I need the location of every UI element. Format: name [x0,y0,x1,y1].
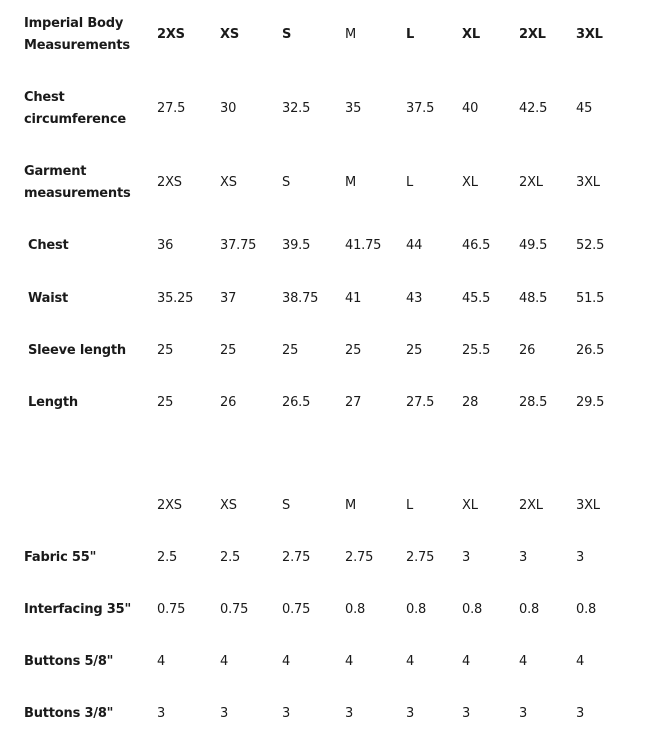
table-cell: 30 [220,101,237,116]
table-cell: 3 [519,706,528,721]
table-cell: 4 [519,654,528,669]
row-label: Interfacing 35" [24,602,132,617]
table-row [0,218,645,273]
table-cell: 25 [157,395,174,410]
table-cell: 28.5 [519,395,548,410]
row-label: Sleeve length [28,343,126,358]
table-cell: 27.5 [157,101,186,116]
table-cell: 2.5 [157,550,178,565]
table-cell: 0.75 [282,602,311,617]
table-header-row [0,0,645,70]
table-cell: 38.75 [282,291,319,306]
table-cell: 39.5 [282,237,311,253]
row-label: Garment measurements [24,164,131,201]
table-cell: 37.5 [406,101,435,116]
table-cell: 44 [406,237,423,253]
table-cell: 0.8 [462,602,483,617]
table-cell: 43 [406,291,423,306]
size-header: M [345,27,357,42]
table-header-row [0,480,645,532]
table-cell: 27 [345,395,362,410]
table-cell: 25 [157,343,174,358]
table-cell: 2.75 [282,550,311,565]
table-row [0,325,645,377]
row-label: Chest circumference [24,90,126,127]
table-row [0,70,645,148]
table-cell: 35.25 [157,291,194,306]
size-header: M [345,498,357,513]
size-header: 2XL [519,27,546,42]
table-cell: 26.5 [576,343,605,358]
size-header: L [406,27,415,42]
table-title: Imperial Body Measurements [24,16,130,53]
row-label: Length [28,395,78,410]
table-cell: 26 [519,343,536,358]
table-cell: 28 [462,395,479,410]
size-header: 2XL [519,498,543,513]
table-cell: 0.75 [220,602,249,617]
table-cell: 25 [220,343,237,358]
table-cell: 3 [576,706,585,721]
table-cell: 3 [519,550,528,565]
table-cell: 25 [345,343,362,358]
table-cell: L [406,175,414,190]
table-cell: 25 [282,343,299,358]
table-cell: 4 [576,654,585,669]
table-cell: 25 [406,343,423,358]
table-cell: 49.5 [519,237,548,253]
row-label: Waist [28,291,69,306]
table-cell: 37 [220,291,237,306]
table-cell: 45.5 [462,291,491,306]
size-header: L [406,498,414,513]
table-cell: 2XL [519,175,543,190]
table-cell: 0.75 [157,602,186,617]
table-cell: 4 [345,654,354,669]
table-cell: 3 [282,706,291,721]
table-cell: XS [220,175,237,190]
table-cell: 3 [220,706,229,721]
table-cell: 42.5 [519,101,548,116]
size-header: XS [220,27,239,42]
size-header: 3XL [576,27,603,42]
size-header: 2XS [157,27,185,42]
table-cell: 32.5 [282,101,311,116]
row-label: Fabric 55" [24,550,97,565]
table-cell: 51.5 [576,291,605,306]
table-cell: 4 [406,654,415,669]
row-label: Buttons 5/8" [24,654,114,669]
size-header: 2XS [157,498,182,513]
table-cell: 0.8 [519,602,540,617]
table-row [0,148,645,218]
table-cell: 0.8 [345,602,366,617]
table-row [0,688,645,740]
row-label: Chest [28,237,69,253]
table-cell: 3 [345,706,354,721]
table-cell: 2XS [157,175,182,190]
table-cell: 29.5 [576,395,605,410]
table-cell: 40 [462,101,479,116]
table-cell: 3 [406,706,415,721]
size-header: XL [462,27,480,42]
size-header: S [282,498,291,513]
table-row [0,377,645,429]
row-label: Buttons 3/8" [24,706,114,721]
table-cell: 3 [462,706,471,721]
size-header: XL [462,498,478,513]
table-cell: 26 [220,395,237,410]
table-cell: 0.8 [576,602,597,617]
table-cell: 0.8 [406,602,427,617]
table-cell: 3 [462,550,471,565]
table-cell: 2.5 [220,550,241,565]
table-cell: 36 [157,237,174,253]
table-row [0,584,645,636]
table-cell: 35 [345,101,362,116]
table-cell: XL [462,175,478,190]
table-cell: 4 [462,654,471,669]
table-row [0,273,645,325]
table-row [0,532,645,584]
table-cell: S [282,175,291,190]
table-cell: 3XL [576,175,600,190]
size-header: S [282,27,292,42]
table-cell: 2.75 [406,550,435,565]
size-header: XS [220,498,237,513]
table-cell: 27.5 [406,395,435,410]
table-cell: 4 [157,654,166,669]
table-cell: M [345,175,357,190]
table-cell: 25.5 [462,343,491,358]
table-cell: 4 [220,654,229,669]
table-cell: 45 [576,101,593,116]
table-cell: 52.5 [576,237,605,253]
table-cell: 3 [157,706,166,721]
table-cell: 41 [345,291,362,306]
materials-table [0,480,645,740]
table-cell: 48.5 [519,291,548,306]
table-cell: 2.75 [345,550,374,565]
table-cell: 3 [576,550,585,565]
table-cell: 4 [282,654,291,669]
table-cell: 41.75 [345,237,382,253]
size-header: 3XL [576,498,600,513]
table-cell: 46.5 [462,237,491,253]
table-cell: 26.5 [282,395,311,410]
table-cell: 37.75 [220,237,257,253]
table-row [0,636,645,688]
